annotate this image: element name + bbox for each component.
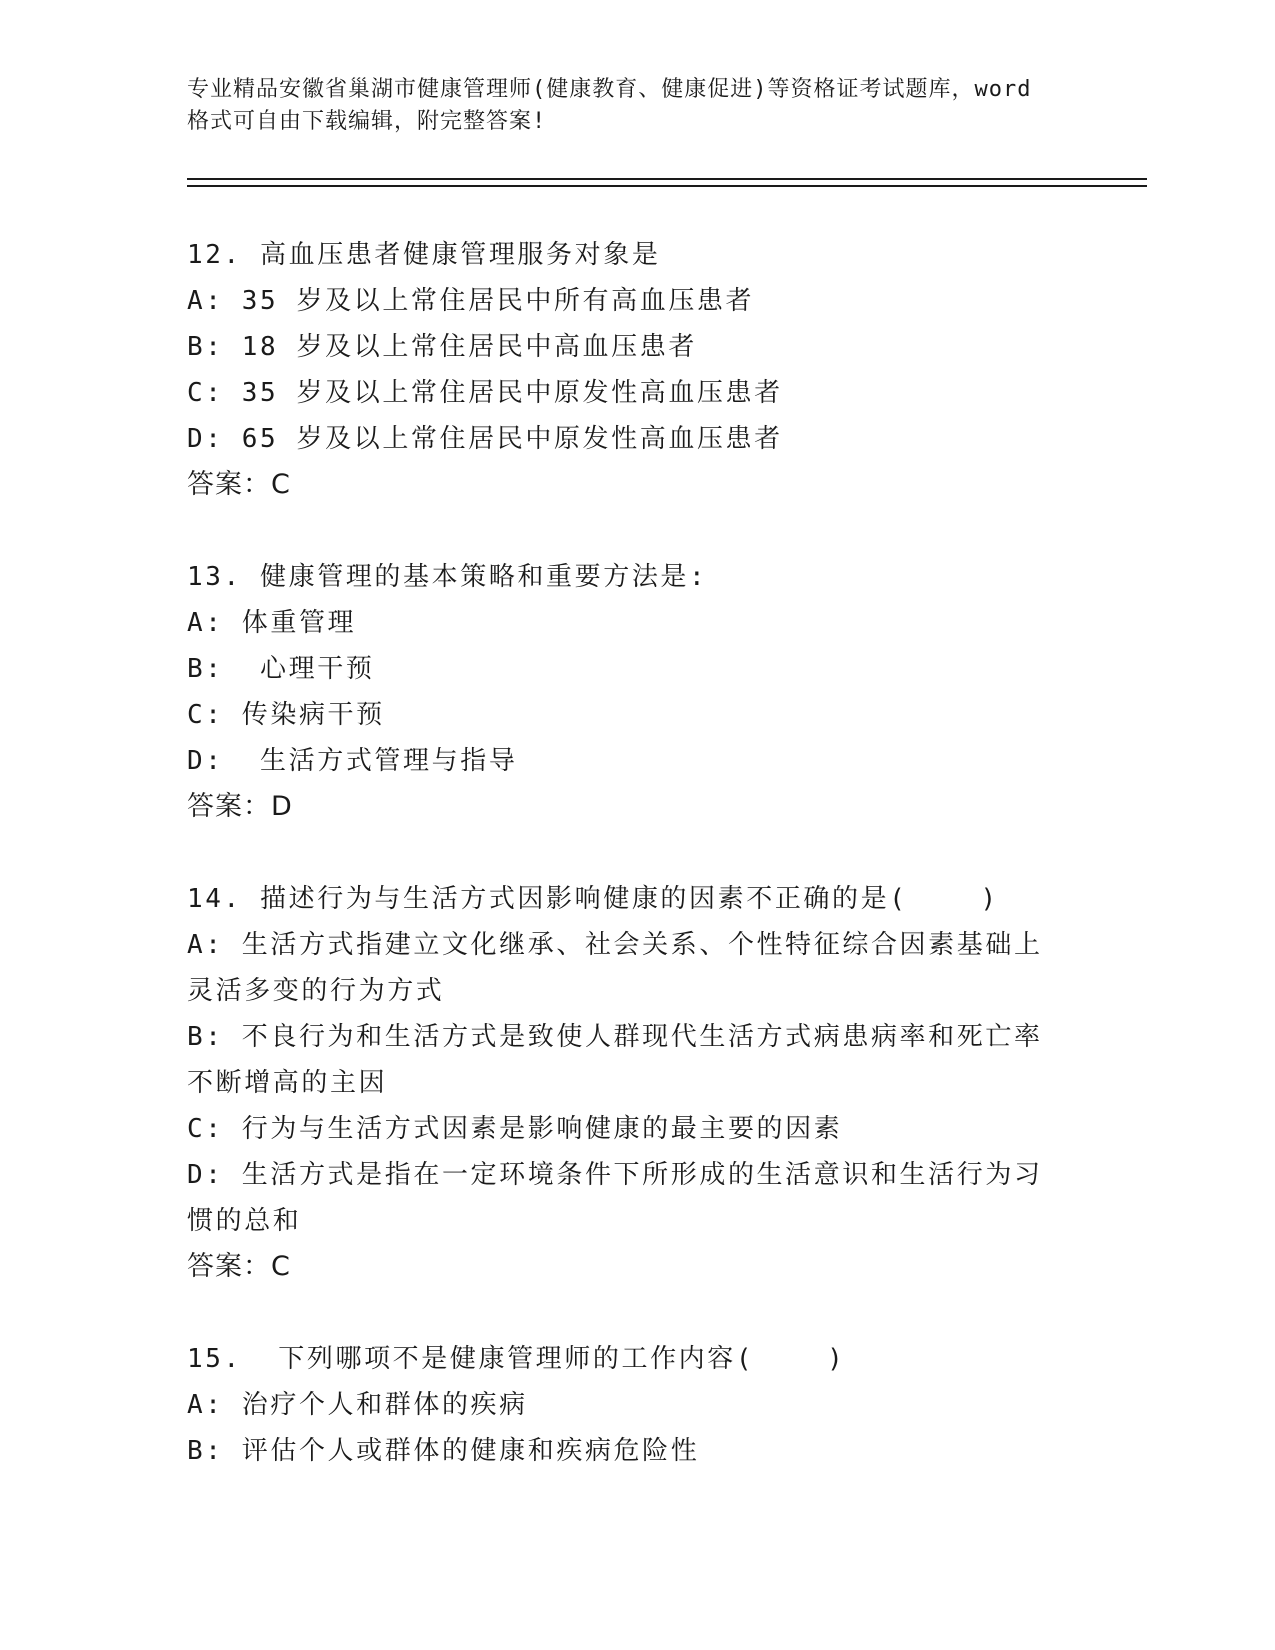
option-a: A: 35 岁及以上常住居民中所有高血压患者: [187, 286, 755, 316]
header-divider: [187, 178, 1147, 187]
document-header: [187, 74, 1097, 138]
option-d: D: 65 岁及以上常住居民中原发性高血压患者: [187, 424, 783, 454]
answer-line: 答案：C: [187, 469, 291, 500]
header-line-2: 格式可自由下载编辑，附完整答案!: [187, 109, 547, 134]
option-d: D: 生活方式是指在一定环境条件下所形成的生活意识和生活行为习惯的总和: [187, 1160, 1043, 1236]
question-stem: 14. 描述行为与生活方式因影响健康的因素不正确的是( ): [187, 884, 999, 914]
option-b: B: 评估个人或群体的健康和疾病危险性: [187, 1436, 700, 1466]
answer-line: 答案：D: [187, 791, 293, 822]
option-b: B: 心理干预: [187, 654, 375, 684]
option-c: C: 行为与生活方式因素是影响健康的最主要的因素: [187, 1114, 843, 1144]
question-list: [187, 232, 1067, 1520]
question-15: [187, 1336, 1067, 1474]
question-stem: 12. 高血压患者健康管理服务对象是: [187, 240, 661, 270]
option-a: A: 体重管理: [187, 608, 357, 638]
option-a: A: 治疗个人和群体的疾病: [187, 1390, 528, 1420]
answer-line: 答案：C: [187, 1251, 291, 1282]
question-stem: 15. 下列哪项不是健康管理师的工作内容( ): [187, 1344, 846, 1374]
question-12: [187, 232, 1067, 508]
option-d: D: 生活方式管理与指导: [187, 746, 518, 776]
option-a: A: 生活方式指建立文化继承、社会关系、个性特征综合因素基础上灵活多变的行为方式: [187, 930, 1043, 1006]
question-14: [187, 876, 1067, 1290]
option-c: C: 35 岁及以上常住居民中原发性高血压患者: [187, 378, 783, 408]
question-stem: 13. 健康管理的基本策略和重要方法是:: [187, 562, 708, 592]
header-line-1: 专业精品安徽省巢湖市健康管理师(健康教育、健康促进)等资格证考试题库，word: [187, 77, 1032, 102]
option-b: B: 18 岁及以上常住居民中高血压患者: [187, 332, 697, 362]
question-13: [187, 554, 1067, 830]
option-c: C: 传染病干预: [187, 700, 385, 730]
option-b: B: 不良行为和生活方式是致使人群现代生活方式病患病率和死亡率不断增高的主因: [187, 1022, 1043, 1098]
